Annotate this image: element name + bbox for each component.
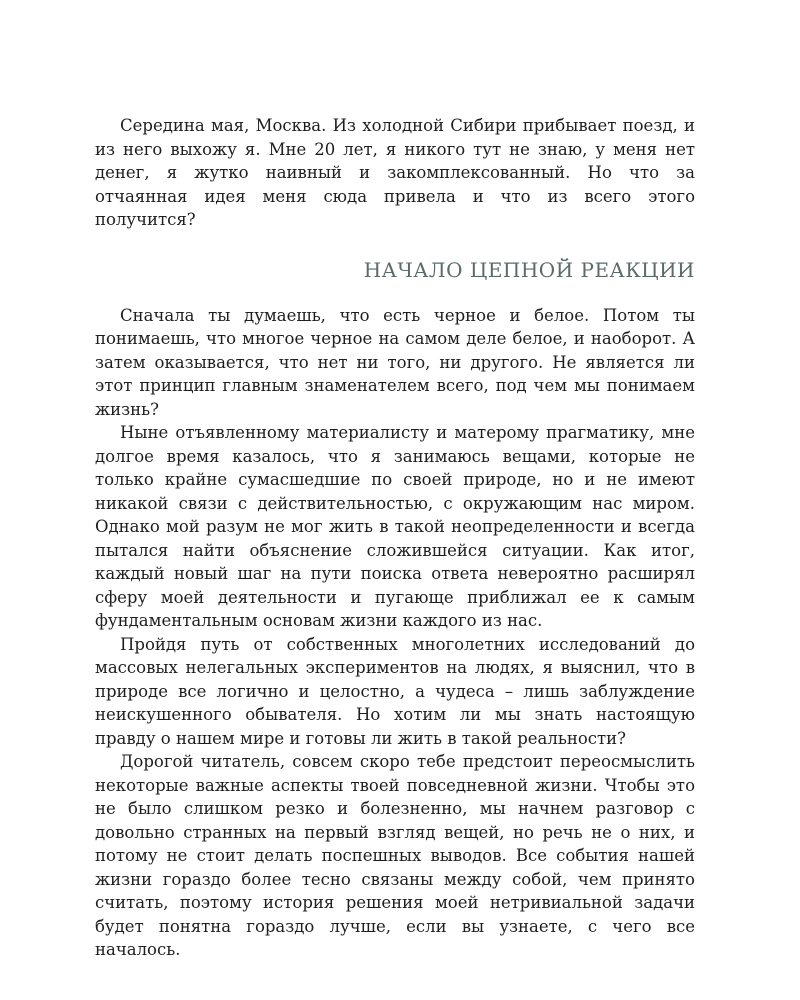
book-page (95, 114, 695, 962)
intro-paragraph: Середина мая, Москва. Из холодной Сибири прибывает поезд, и из него выхожу я. Мне 20 лет, я никого тут не знаю, у меня нет денег, я жутко наивный и закомплексованный. Но что за отчаянная идея меня сюда привела и что из всего этого получится? (95, 116, 695, 229)
body-paragraph: Дорогой читатель, совсем скоро тебе предстоит переосмыслить некоторые важные аспекты твоей повседневной жизни. Чтобы это не было слишком резко и болезненно, мы начнем разговор с довольно странных на первый взгляд вещей, но речь не о них, и потому не стоит делать поспешных выводов. Все события нашей жизни гораздо более тесно связаны между собой, чем принято считать, поэтому история решения моей нетривиальной задачи будет понятна гораздо лучше, если вы узнаете, с чего все началось. (95, 752, 695, 959)
body-paragraph: Пройдя путь от собственных многолетних исследований до массовых нелегальных экспериментов на людях, я выяснил, что в природе все логично и целостно, а чудеса – лишь заблуждение неискушенного обывателя. Но хотим ли мы знать настоящую правду о нашем мире и готовы ли жить в такой реальности? (95, 634, 695, 748)
chapter-heading: НАЧАЛО ЦЕПНОЙ РЕАКЦИИ (363, 257, 695, 282)
body-paragraph: Ныне отъявленному материалисту и матерому прагматику, мне долгое время казалось, что я занимаюсь вещами, которые не только крайне сумасшедшие по своей природе, но и не имеют никакой связи с действительностью, с окружающим нас миром. Однако мой разум не мог жить в такой неопределенности и всегда пытался найти объяснение сложившейся ситуации. Как итог, каждый новый шаг на пути поиска ответа невероятно расширял сферу моей деятельности и пугающе приближал ее к самым фундаментальным основам жизни каждого из нас. (95, 423, 695, 630)
body-paragraph: Сначала ты думаешь, что есть черное и белое. Потом ты понимаешь, что многое черное на самом деле белое, и наоборот. А затем оказывается, что нет ни того, ни другого. Не является ли этот принцип главным знаменателем всего, под чем мы понимаем жизнь? (95, 305, 695, 419)
